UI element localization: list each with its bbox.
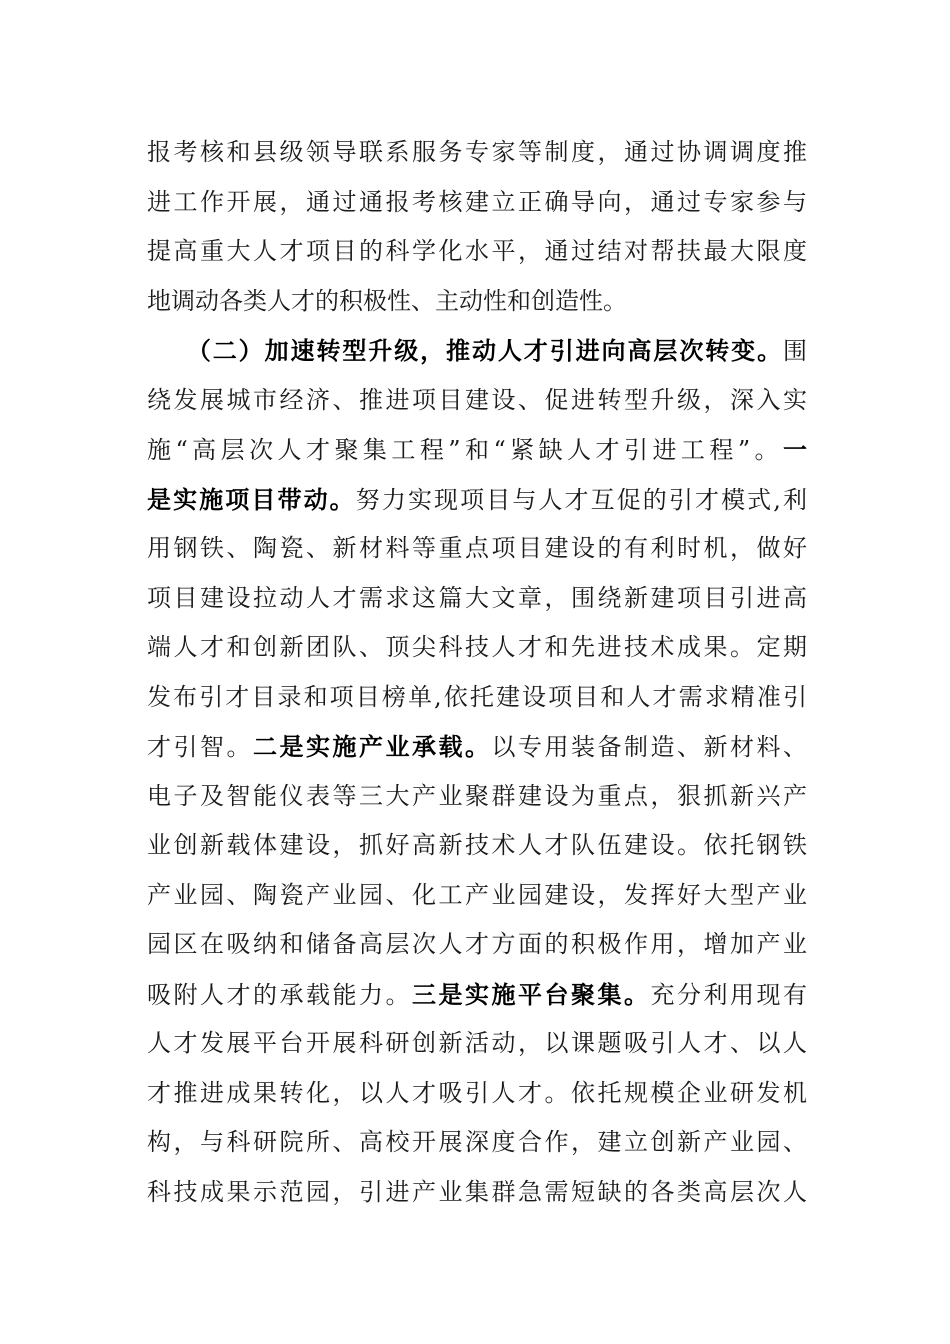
bold-text-segment: 三是实施平台聚集。 <box>412 979 651 1009</box>
text-segment: 进工作开展，通过通报考核建立正确导向，通过专家参与 <box>147 187 807 216</box>
text-segment: 提高重大人才项目的科学化水平，通过结对帮扶最大限度 <box>147 237 807 265</box>
text-segment: 报考核和县级领导联系服务专家等制度，通过协调调度推 <box>147 138 807 166</box>
text-segment: 充分利用现有 <box>650 980 807 1009</box>
text-segment: 电子及智能仪表等三大产业聚群建设为重点，狠抓新兴产 <box>147 781 807 810</box>
text-line <box>147 376 807 426</box>
text-segment: 构，与科研院所、高校开展深度合作，建立创新产业园、 <box>147 1128 807 1156</box>
text-segment: 端人才和创新团队、顶尖科技人才和先进技术成果。定期 <box>147 633 807 661</box>
text-line <box>147 178 807 228</box>
text-segment: 努力实现项目与人才互促的引才模式,利 <box>355 485 807 514</box>
text-line <box>147 1019 807 1069</box>
text-line <box>147 970 807 1020</box>
text-line <box>147 920 807 970</box>
text-segment: 发布引才目录和项目榜单,依托建设项目和人才需求精准引 <box>147 682 807 711</box>
text-line <box>147 673 807 723</box>
text-segment: 科技成果示范园，引进产业集群急需短缺的各类高层次人 <box>147 1177 807 1206</box>
text-line <box>147 326 807 376</box>
document-body <box>147 128 807 1217</box>
text-line <box>147 821 807 871</box>
bold-text-segment: 二是实施产业承载。 <box>253 732 492 761</box>
text-line <box>147 128 807 178</box>
text-segment: 用钢铁、陶瓷、新材料等重点项目建设的有利时机，做好 <box>147 534 807 562</box>
text-segment: 产业园、陶瓷产业园、化工产业园建设，发挥好大型产业 <box>147 880 807 909</box>
bold-text-segment: 一 <box>783 435 807 464</box>
text-segment: 以专用装备制造、新材料、 <box>491 733 807 761</box>
bold-text-segment: （二）加速转型升级，推动人才引进向高层次转变。 <box>147 336 783 365</box>
text-line <box>147 574 807 624</box>
bold-text-segment: 是实施项目带动。 <box>147 484 356 514</box>
text-segment: 项目建设拉动人才需求这篇大文章，围绕新建项目引进高 <box>147 583 807 612</box>
text-line <box>147 1118 807 1168</box>
text-line <box>147 722 807 772</box>
text-line <box>147 772 807 822</box>
text-line <box>147 475 807 525</box>
text-line <box>147 871 807 921</box>
text-line <box>147 277 807 327</box>
text-segment: 人才发展平台开展科研创新活动，以课题吸引人才、以人 <box>147 1029 807 1057</box>
text-line <box>147 227 807 277</box>
text-segment: 地调动各类人才的积极性、主动性和创造性。 <box>147 286 627 315</box>
text-line <box>147 623 807 673</box>
text-segment: 围 <box>783 337 807 365</box>
text-segment: 业创新载体建设，抓好高新技术人才队伍建设。依托钢铁 <box>147 831 807 859</box>
text-segment: 吸附人才的承载能力。 <box>147 980 412 1009</box>
text-line <box>147 1069 807 1119</box>
text-line <box>147 425 807 475</box>
text-segment: 才引智。 <box>147 733 253 761</box>
text-segment: 园区在吸纳和储备高层次人才方面的积极作用，增加产业 <box>147 930 807 958</box>
text-segment: 才推进成果转化，以人才吸引人才。依托规模企业研发机 <box>147 1078 807 1107</box>
text-line <box>147 524 807 574</box>
text-segment: 绕发展城市经济、推进项目建设、促进转型升级，深入实 <box>147 385 807 414</box>
text-segment: 施“高层次人才聚集工程”和“紧缺人才引进工程”。 <box>147 436 783 464</box>
text-line <box>147 1168 807 1218</box>
